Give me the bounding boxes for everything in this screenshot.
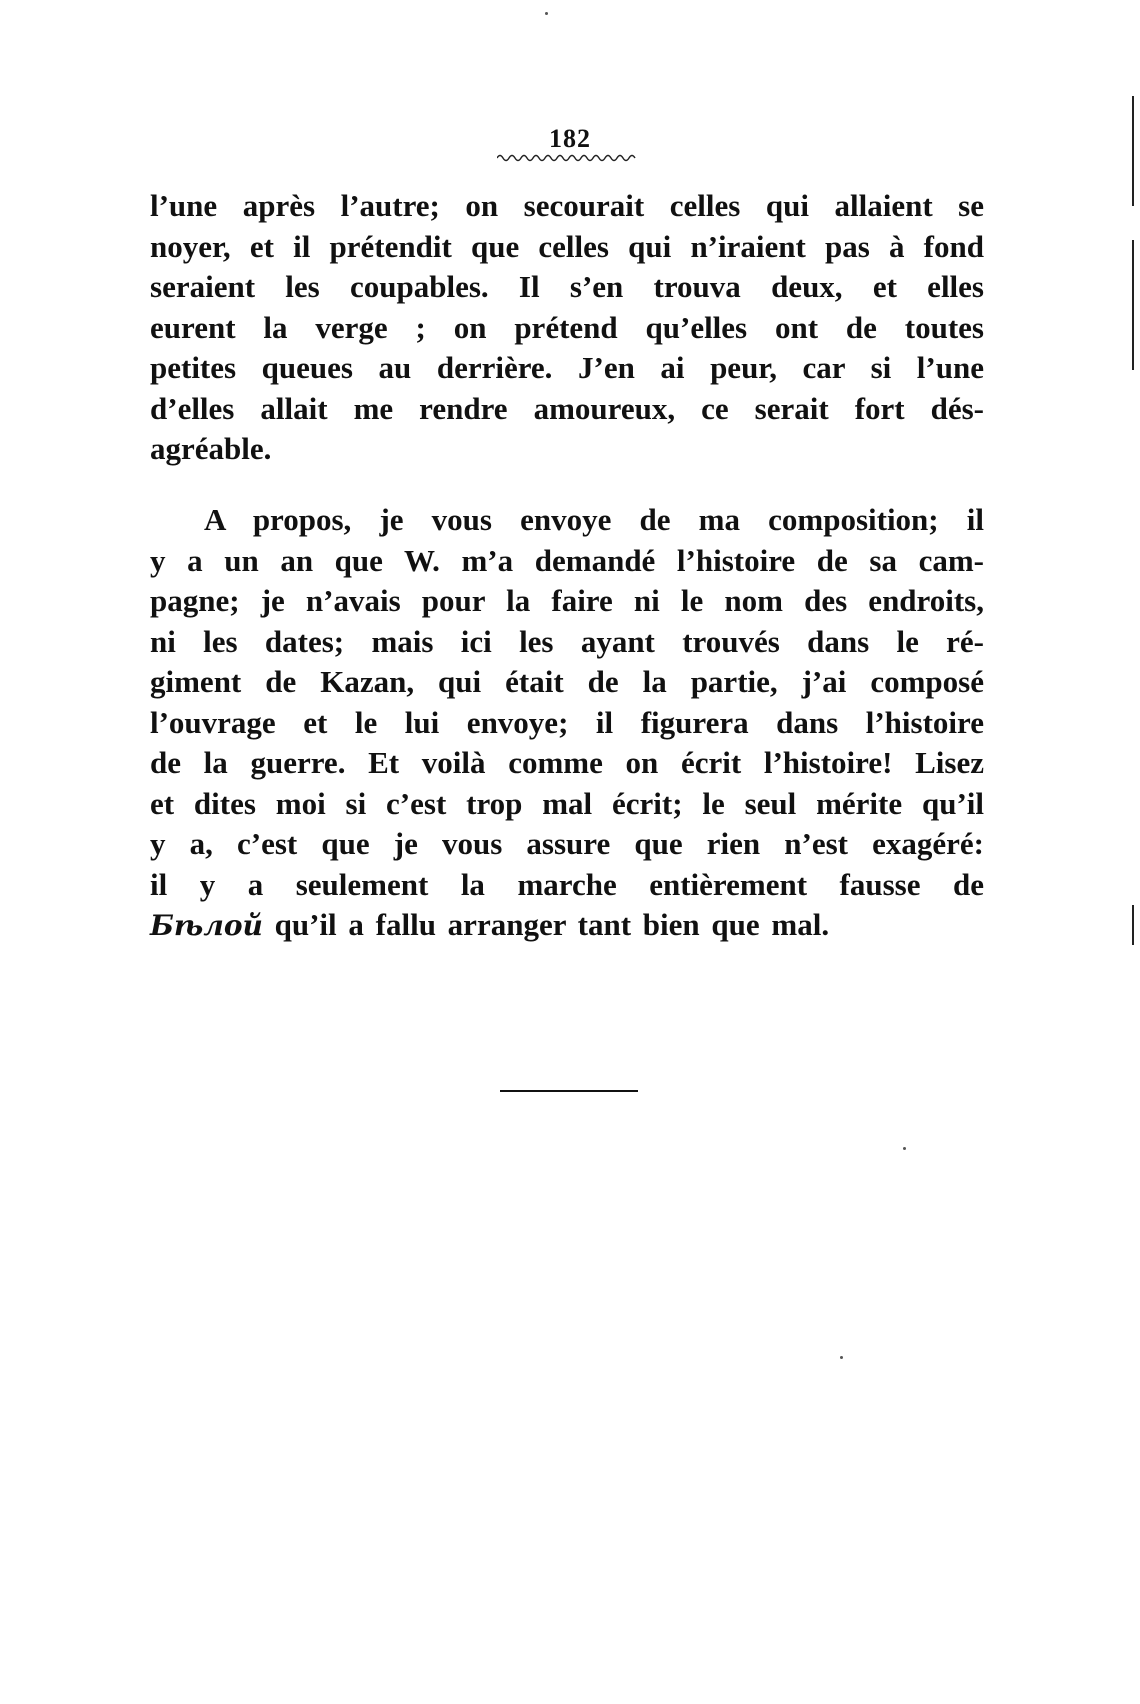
- text-line: A propos, je vous envoye de ma composition; il: [204, 502, 984, 537]
- text-line: noyer, et il prétendit que celles qui n’iraient pas à fond: [150, 228, 984, 264]
- scan-speck: [545, 12, 548, 15]
- text-line: ni les dates; mais ici les ayant trouvés dans le ré-: [150, 623, 984, 659]
- final-text-line: [150, 905, 984, 946]
- paragraph-2: [150, 500, 984, 946]
- text-line: eurent la verge ; on prétend qu’elles ont de toutes: [150, 309, 984, 345]
- text-line: y a, c’est que je vous assure que rien n’est exagéré:: [150, 826, 984, 861]
- scan-edge-mark: [1132, 96, 1134, 206]
- text-line: d’elles allait me rendre amoureux, ce serait fort dés-: [150, 390, 984, 426]
- scan-edge-mark: [1132, 905, 1134, 945]
- text-line: il y a seulement la marche entièrement fausse de: [150, 866, 984, 902]
- final-line-rest: qu’il a fallu arranger tant bien que mal.: [274, 907, 830, 942]
- text-line: pagne; je n’avais pour la faire ni le nom des endroits,: [150, 583, 984, 618]
- text-line: agréable.: [150, 431, 272, 466]
- text-line: petites queues au derrière. J’en ai peur, car si l’une: [150, 350, 984, 385]
- scan-speck: [903, 1147, 906, 1150]
- text-line: l’ouvrage et le lui envoye; il figurera dans l’histoire: [150, 704, 984, 740]
- scan-edge-mark: [1132, 240, 1134, 370]
- end-rule: [500, 1090, 638, 1092]
- page-number: 182: [549, 124, 591, 153]
- text-line: y a un an que W. m’a demandé l’histoire de sa cam-: [150, 542, 984, 578]
- page-number-ornament: [497, 150, 637, 162]
- paragraph-1: [150, 186, 984, 470]
- text-line: de la guerre. Et voilà comme on écrit l’histoire! Lisez: [150, 745, 984, 780]
- scan-speck: [840, 1356, 843, 1359]
- cyrillic-word: Бѣлой: [150, 909, 263, 942]
- text-line: seraient les coupables. Il s’en trouva deux, et elles: [150, 269, 984, 304]
- text-line: l’une après l’autre; on secourait celles qui allaient se: [150, 188, 984, 223]
- text-line: giment de Kazan, qui était de la partie, j’ai composé: [150, 664, 984, 699]
- text-line: et dites moi si c’est trop mal écrit; le seul mérite qu’il: [150, 785, 984, 821]
